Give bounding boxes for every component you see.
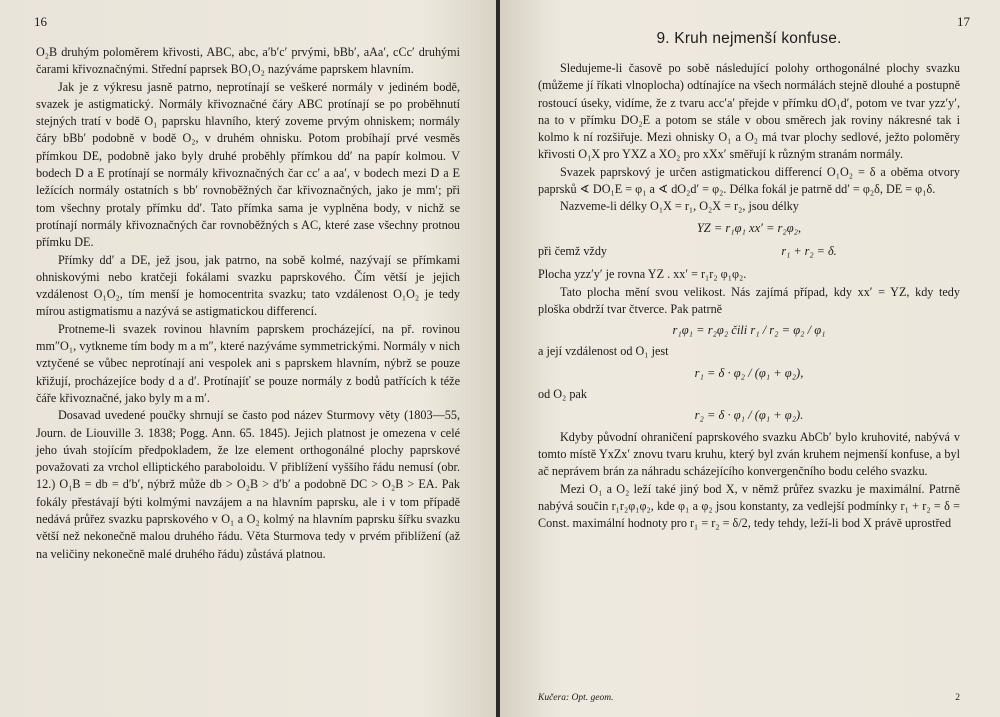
paragraph: Jak je z výkresu jasně patrno, neprotínají se veškeré normály v jediném bodě, svazek je astigmatický. Normály křivoznačné čáry ABC protínají se po proběhnutí stejných tratí v bodě O₁ paprsku hlavního, který zoveme prvým ohniskem; normály čáry bBb′ podobně v bodě O₂, v druhém ohnisku. Potom probíhají prvé vesměs přímkou DE, podobně jako byly druhé proběhly přímkou dd′ na papír kolmou. V bodech D a E protínají se normály křivoznačných čar cc′ a aa′, v bodech mezi D a E ležících normály ostatních s bb′ rovnoběžných čar křivoznačných, jako je mm′; při tom všechny protaly přímku dd′. Tato přímka sama je vyplněna body, v nichž se protínají normály křivoznačných čar rovnoběžných s AC, které zase všechny protnou přímku DE. (36, 79, 460, 250)
equation: r₂ = δ · φ₁ / (φ₁ + φ₂). (694, 408, 804, 423)
equation-row (538, 243, 960, 260)
paragraph: Protneme-li svazek rovinou hlavním paprskem procházející, na př. rovinou mm″O₁, vytkneme tím body m a m″, které nazýváme symmetrickými. Normály v nich vztyčené se vůbec neprotínají ani vespolek ani s paprskem hlavním, nýbrž se pouze křižují, procházejíce body d a d′. Protínajíť se pouze normály z bodů patřících k téže čáře křivoznačné, jako byly m a m′. (36, 321, 460, 405)
paragraph: Kdyby původní ohraničení paprskového svazku AbCb′ bylo kruhovité, nabývá v tomto místě YxZx′ znovu tvaru kruhu, který byl zván kruhem nejmenší konfuse, a byl ač neprávem brán za náhradu scházejícího konvergenčního bodu celého svazku. (538, 429, 960, 479)
section-heading: 9. Kruh nejmenší konfuse. (656, 30, 842, 47)
equation: r₁ = δ · φ₂ / (φ₁ + φ₂), (694, 365, 804, 380)
right-page (500, 0, 1000, 717)
equation: r₁ + r₂ = δ. (781, 243, 837, 258)
equation: YZ = r₁φ₁ xx′ = r₂φ₂, (696, 220, 802, 235)
paragraph: a její vzdálenost od O₁ jest (538, 344, 669, 359)
footer-signature: Kučera: Opt. geom. (538, 693, 614, 703)
footer-sheet-number: 2 (955, 693, 960, 703)
page-footer (538, 693, 960, 703)
paragraph: Dosavad uvedené poučky shrnují se často pod název Sturmovy věty (1803—55, Journ. de Liouville 3. 1838; Pogg. Ann. 65. 1845). Jejich platnost je omezena v celé jeho úvah stojícím předpokladem, že lze element orthogonálné plochy paprskové považovati za vrchol elliptického paraboloidu. V přiblížení vyššího řádu nemusí (obr. 12.) O₁B = db = d′b′, nýbrž může db > O₂B > d′b′ a podobně DC > O₂B > EA. Pak fokály přestávají býti kolmými navzájem a na hlavním paprsku, ale i v tom případě nedává průřez svazku paprskového v O₁ a O₂ kolmý na hlavním paprsku šířku svazku větší než nekonečně malou druhého řádu. Věta Sturmova tedy v prvém přiblížení (až na veličiny nekonečně malé druhého řádu) zůstává platnou. (36, 408, 460, 561)
paragraph: Přímky dd′ a DE, jež jsou, jak patrno, na sobě kolmé, nazývají se přímkami ohniskovými nebo kratčeji fokálami svazku paprskového. Čím větší je jejich vzdálenost O₁O₂, tím menší je homocentrita svazku; tato vzdálenost O₁O₂ je tedy mírou astigmatismu a nazývá se astigmatickou differencí. (36, 252, 460, 319)
paragraph: Nazveme-li délky O₁X = r₁, O₂X = r₂, jsou délky (560, 199, 799, 214)
right-text-column (538, 60, 960, 532)
paragraph: Plocha yzz′y′ je rovna YZ . xx′ = r₁r₂ φ₁φ₂. (538, 267, 747, 282)
paragraph: od O₂ pak (538, 387, 587, 402)
paragraph: Svazek paprskový je určen astigmatickou differencí O₁O₂ = δ a oběma otvory paprsků ∢ DO₁E = φ₁ a ∢ dO₂d′ = φ₂. Délka fokál je patrně dd′ = φ₂δ, DE = φ₁δ. (538, 164, 960, 197)
equation: r₁φ₁ = r₂φ₂ čili r₁ / r₂ = φ₂ / φ₁ (672, 323, 826, 338)
paragraph: O₂B druhým poloměrem křivosti, ABC, abc, a′b′c′ prvými, bBb′, aAa′, cCc′ druhými čarami křivoznačnými. Střední paprsek BO₁O₂ nazýváme paprskem hlavním. (36, 45, 460, 77)
paragraph: Sledujeme-li časově po sobě následující polohy orthogonálné plochy svazku (můžeme jí říkati vlnoplocha) odtínajíce na všech normálách stejně dlouhé a postupně rostoucí úseky, vidíme, že z tvaru acc′a′ přejde v přímku dO₁d′, potom ve tvar yzz′y′, na to v přímku DO₂E a potom se stále v obou směrech jak roviny nákresné tak i kolmo k ní rozšiřuje. Mezi ohnisky O₁ a O₂ má tvar plochy sedlové, ježto poloměry křivosti O₁X pro YXZ a XO₂ pro xXx′ směřují k různým stranám normály. (538, 61, 960, 162)
paragraph: Mezi O₁ a O₂ leží také jiný bod X, v němž průřez svazku je maximální. Patrně nabývá součin r₁r₂φ₁φ₂, kde φ₁ a φ₂ jsou konstanty, za vedlejší podmínky r₁ + r₂ = δ = Const. maximální hodnoty pro r₁ = r₂ = δ/2, tedy tehdy, leží-li bod X právě uprostřed (538, 481, 960, 531)
paragraph: Tato plocha mění svou velikost. Nás zajímá případ, kdy xx′ = YZ, kdy tedy ploška obdrží tvar čtverce. Pak patrně (538, 284, 960, 316)
page-number-right: 17 (957, 14, 970, 29)
page-number-left: 16 (34, 14, 47, 29)
equation-label: při čemž vždy (538, 243, 608, 258)
left-text-column (36, 44, 460, 563)
left-page (0, 0, 496, 717)
